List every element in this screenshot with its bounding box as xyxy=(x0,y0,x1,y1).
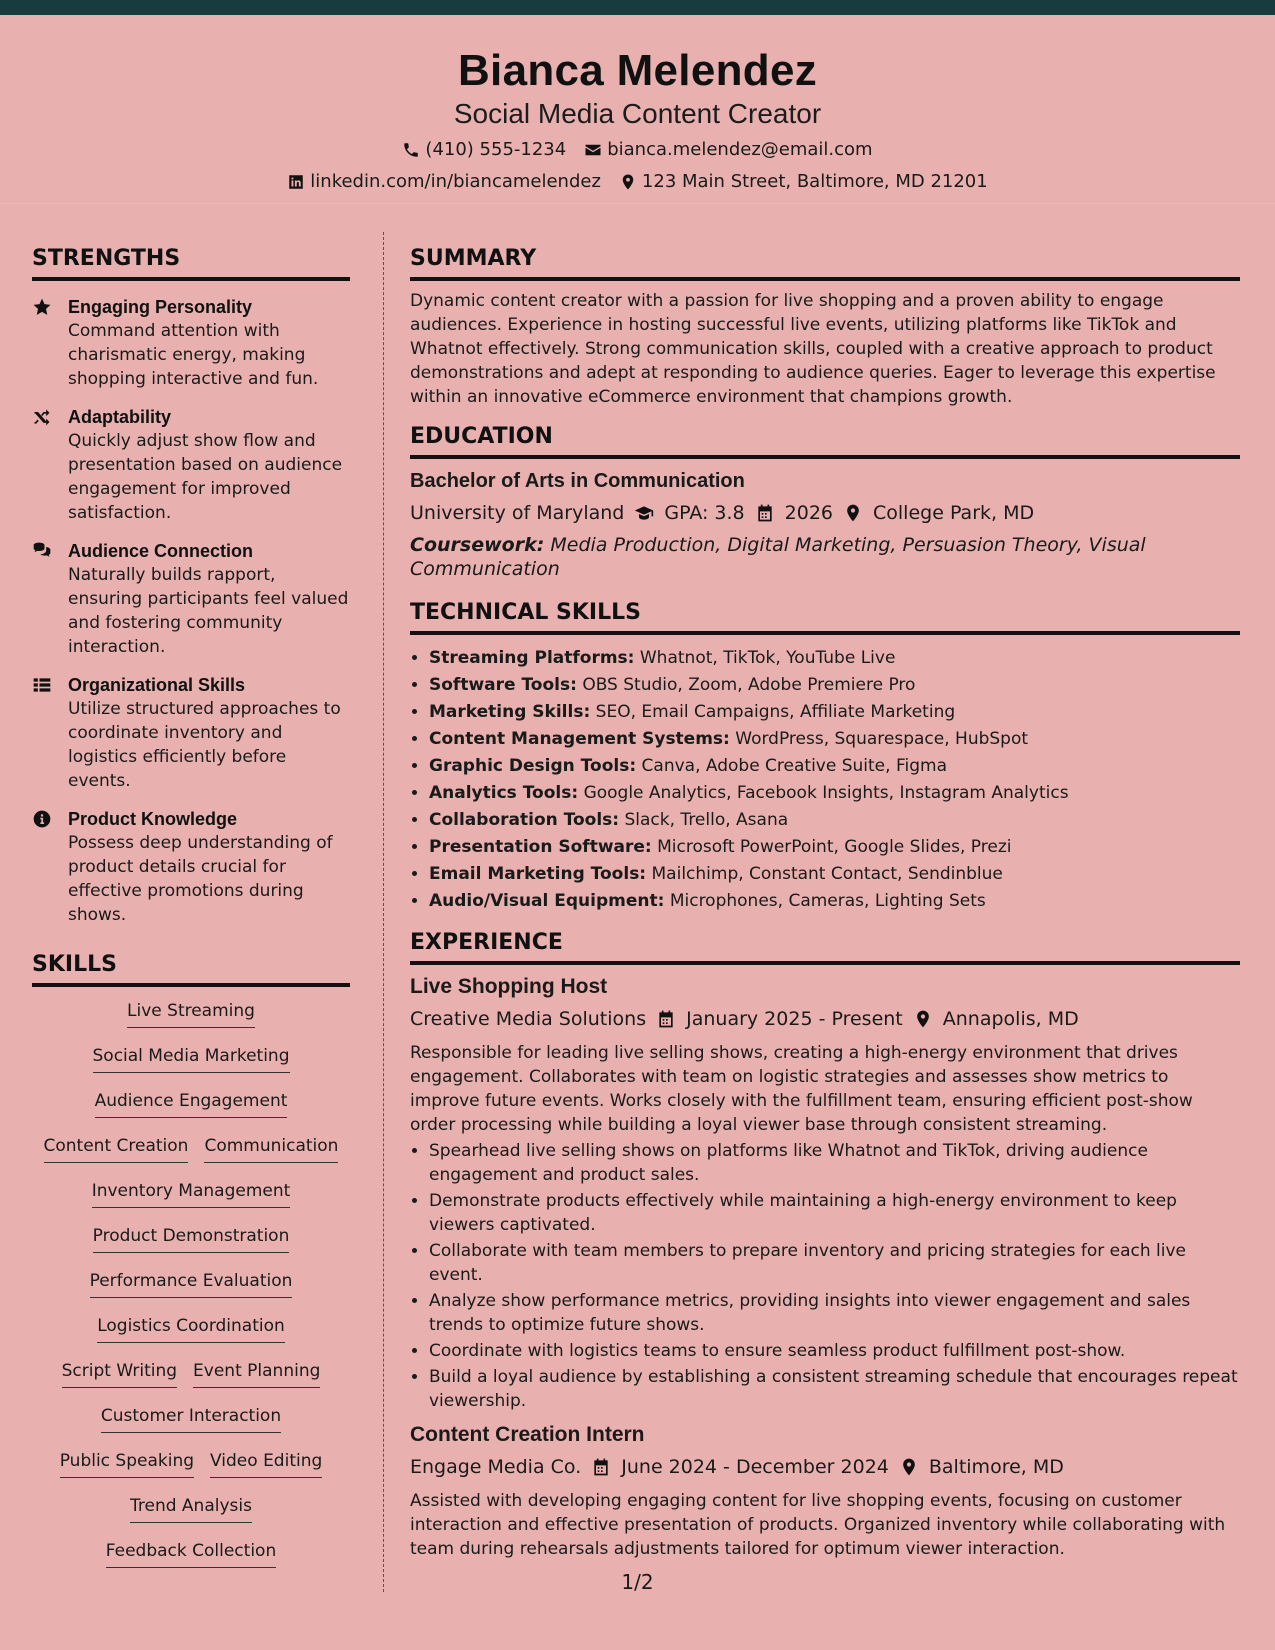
job-description: Assisted with developing engaging content for live shopping events, focusing on customer interaction and effective presentation of products. Organized inventory while collaborating with team during rehearsals adjustments tailored for optimum viewer interaction. xyxy=(410,1491,1226,1559)
map-marker-icon xyxy=(913,1009,933,1029)
skill-tag: Performance Evaluation xyxy=(90,1269,293,1298)
right-column xyxy=(410,245,1240,1561)
skill-tag: Public Speaking xyxy=(60,1449,194,1478)
list-item: • Coordinate with logistics teams to ensure seamless product fulfillment post-show. xyxy=(429,1339,1240,1363)
graduation-year: 2026 xyxy=(784,502,834,524)
comments-icon xyxy=(32,541,52,561)
tech-label: Audio/Visual Equipment: xyxy=(429,891,665,911)
shuffle-icon xyxy=(32,407,52,427)
coursework-label: Coursework: xyxy=(410,534,545,556)
phone-icon xyxy=(402,141,420,159)
tech-value: OBS Studio, Zoom, Adobe Premiere Pro xyxy=(582,675,916,695)
calendar-icon xyxy=(656,1009,676,1029)
page-number: 1/2 xyxy=(621,1570,654,1594)
list-item xyxy=(429,780,1240,807)
tech-label: Email Marketing Tools: xyxy=(429,864,647,884)
school-name: University of Maryland xyxy=(410,502,625,524)
company-name: Engage Media Co. xyxy=(410,1456,582,1478)
technical-skills-list xyxy=(410,645,1240,915)
strength-desc: Utilize structured approaches to coordinate inventory and logistics efficiently before events. xyxy=(68,699,341,791)
info-circle-icon xyxy=(32,809,52,829)
envelope-icon xyxy=(584,141,602,159)
list-item xyxy=(429,834,1240,861)
job-dates: January 2025 - Present xyxy=(686,1008,903,1030)
strength-desc: Naturally builds rapport, ensuring participants feel valued and fostering community interaction. xyxy=(68,565,349,657)
list-item: • Analyze show performance metrics, providing insights into viewer engagement and sales trends to optimize future shows. xyxy=(429,1289,1240,1337)
strength-desc: Quickly adjust show flow and presentation based on audience engagement for improved satisfaction. xyxy=(68,431,343,523)
strength-item xyxy=(32,295,350,391)
list-item xyxy=(429,861,1240,888)
list-icon xyxy=(32,675,52,695)
skill-tag: Video Editing xyxy=(210,1449,322,1478)
tech-label: Content Management Systems: xyxy=(429,729,730,749)
list-item xyxy=(429,888,1240,915)
contact-line-2 xyxy=(0,169,1275,195)
phone-text: (410) 555-1234 xyxy=(425,139,567,160)
list-item: • Build a loyal audience by establishing a consistent streaming schedule that encourages repeat viewership. xyxy=(429,1365,1240,1413)
list-item xyxy=(429,672,1240,699)
strength-title: Adaptability xyxy=(68,407,172,427)
technical-skills-heading: TECHNICAL SKILLS xyxy=(410,599,1240,635)
calendar-icon xyxy=(591,1457,611,1477)
coursework-text: Media Production, Digital Marketing, Persuasion Theory, Visual Communication xyxy=(410,534,1146,580)
tech-value: Mailchimp, Constant Contact, Sendinblue xyxy=(651,864,1003,884)
candidate-name: Bianca Melendez xyxy=(457,46,818,95)
tech-label: Software Tools: xyxy=(429,675,577,695)
left-column xyxy=(32,245,350,1584)
job-description: Responsible for leading live selling shows, creating a high-energy environment that drives engagement. Collaborates with team on logistic strategies and assesses show metrics to improve future events. Works closely with the fulfillment team, ensuring efficient post-show order processing while building a loyal viewer base through consistent streaming. xyxy=(410,1043,1193,1135)
candidate-title: Social Media Content Creator xyxy=(453,98,822,129)
list-item: • Collaborate with team members to prepare inventory and pricing strategies for each live event. xyxy=(429,1239,1240,1287)
gpa-text: GPA: 3.8 xyxy=(664,502,745,524)
list-item xyxy=(429,645,1240,672)
map-marker-icon xyxy=(843,503,863,523)
skills-list xyxy=(32,999,350,1584)
star-icon xyxy=(32,297,52,317)
strength-title: Product Knowledge xyxy=(68,809,238,829)
job-meta xyxy=(410,1005,1240,1033)
tech-value: Microphones, Cameras, Lighting Sets xyxy=(669,891,986,911)
skill-tag: Customer Interaction xyxy=(101,1404,281,1433)
job-location: Baltimore, MD xyxy=(928,1456,1064,1478)
strength-item xyxy=(32,673,350,793)
phone-contact xyxy=(402,137,566,163)
strength-title: Audience Connection xyxy=(68,541,254,561)
skill-tag: Audience Engagement xyxy=(95,1089,288,1118)
email-contact[interactable] xyxy=(584,137,872,163)
contact-line-1 xyxy=(0,137,1275,163)
skill-tag: Logistics Coordination xyxy=(97,1314,285,1343)
list-item xyxy=(429,699,1240,726)
tech-value: SEO, Email Campaigns, Affiliate Marketing xyxy=(595,702,956,722)
tech-value: Whatnot, TikTok, YouTube Live xyxy=(639,648,896,668)
linkedin-contact[interactable] xyxy=(287,169,601,195)
summary-text: Dynamic content creator with a passion for live shopping and a proven ability to engage audiences. Experience in hosting successful live events, utilizing platforms like TikTok and Whatnot effectively. Strong communication skills, coupled with a creative approach to product demonstrations and adept at responding to audience queries. Eager to leverage this expertise within an innovative eCommerce environment that champions growth. xyxy=(410,291,1216,407)
skill-tag: Script Writing xyxy=(62,1359,177,1388)
list-item: • Demonstrate products effectively while maintaining a high-energy environment to keep viewers captivated. xyxy=(429,1189,1240,1237)
strength-item xyxy=(32,539,350,659)
tech-label: Analytics Tools: xyxy=(429,783,579,803)
skill-tag: Product Demonstration xyxy=(93,1224,290,1253)
experience-heading: EXPERIENCE xyxy=(410,929,1240,965)
address-contact xyxy=(619,169,988,195)
strengths-heading: STRENGTHS xyxy=(32,245,350,281)
school-location: College Park, MD xyxy=(873,502,1035,524)
calendar-icon xyxy=(755,503,775,523)
skill-tag: Event Planning xyxy=(193,1359,320,1388)
skill-tag: Trend Analysis xyxy=(130,1494,252,1523)
address-text: 123 Main Street, Baltimore, MD 21201 xyxy=(641,171,988,192)
skill-tag: Inventory Management xyxy=(92,1179,291,1208)
tech-label: Presentation Software: xyxy=(429,837,652,857)
company-name: Creative Media Solutions xyxy=(410,1008,647,1030)
skill-tag: Communication xyxy=(204,1134,338,1163)
strength-desc: Possess deep understanding of product details crucial for effective promotions during shows. xyxy=(68,833,333,925)
job-meta xyxy=(410,1453,1240,1481)
education-meta xyxy=(410,499,1240,527)
tech-value: Slack, Trello, Asana xyxy=(624,810,789,830)
job-entry xyxy=(410,1421,1240,1561)
strength-item xyxy=(32,405,350,525)
job-title: Content Creation Intern xyxy=(410,1423,645,1446)
email-text[interactable]: bianca.melendez@email.com xyxy=(607,139,873,160)
map-marker-icon xyxy=(619,173,637,191)
column-divider xyxy=(383,232,384,1592)
list-item xyxy=(429,753,1240,780)
tech-value: Microsoft PowerPoint, Google Slides, Prezi xyxy=(657,837,1012,857)
map-marker-icon xyxy=(899,1457,919,1477)
job-location: Annapolis, MD xyxy=(942,1008,1079,1030)
tech-label: Graphic Design Tools: xyxy=(429,756,637,776)
linkedin-text[interactable]: linkedin.com/in/biancamelendez xyxy=(310,171,601,192)
tech-label: Streaming Platforms: xyxy=(429,648,635,668)
tech-value: Canva, Adobe Creative Suite, Figma xyxy=(641,756,947,776)
list-item: • Spearhead live selling shows on platforms like Whatnot and TikTok, driving audience engagement and product sales. xyxy=(429,1139,1240,1187)
job-dates: June 2024 - December 2024 xyxy=(621,1456,889,1478)
graduation-cap-icon xyxy=(634,503,654,523)
tech-label: Collaboration Tools: xyxy=(429,810,620,830)
tech-value: WordPress, Squarespace, HubSpot xyxy=(735,729,1029,749)
skill-tag: Live Streaming xyxy=(127,999,255,1028)
list-item xyxy=(429,807,1240,834)
top-accent-bar xyxy=(0,0,1275,15)
strength-desc: Command attention with charismatic energy, making shopping interactive and fun. xyxy=(68,321,319,389)
linkedin-icon xyxy=(287,173,305,191)
strength-item xyxy=(32,807,350,927)
skill-tag: Social Media Marketing xyxy=(93,1044,290,1073)
coursework xyxy=(410,533,1240,581)
skill-tag: Feedback Collection xyxy=(106,1539,276,1568)
job-entry xyxy=(410,973,1240,1413)
summary-heading: SUMMARY xyxy=(410,245,1240,281)
job-bullets xyxy=(410,1139,1240,1413)
resume-header xyxy=(0,15,1275,204)
tech-label: Marketing Skills: xyxy=(429,702,591,722)
degree-title: Bachelor of Arts in Communication xyxy=(410,470,745,492)
education-heading: EDUCATION xyxy=(410,423,1240,459)
skill-tag: Content Creation xyxy=(44,1134,189,1163)
tech-value: Google Analytics, Facebook Insights, Instagram Analytics xyxy=(583,783,1069,803)
job-title: Live Shopping Host xyxy=(410,975,608,998)
strength-title: Engaging Personality xyxy=(68,297,253,317)
strength-title: Organizational Skills xyxy=(68,675,246,695)
list-item xyxy=(429,726,1240,753)
skills-heading: SKILLS xyxy=(32,951,350,987)
